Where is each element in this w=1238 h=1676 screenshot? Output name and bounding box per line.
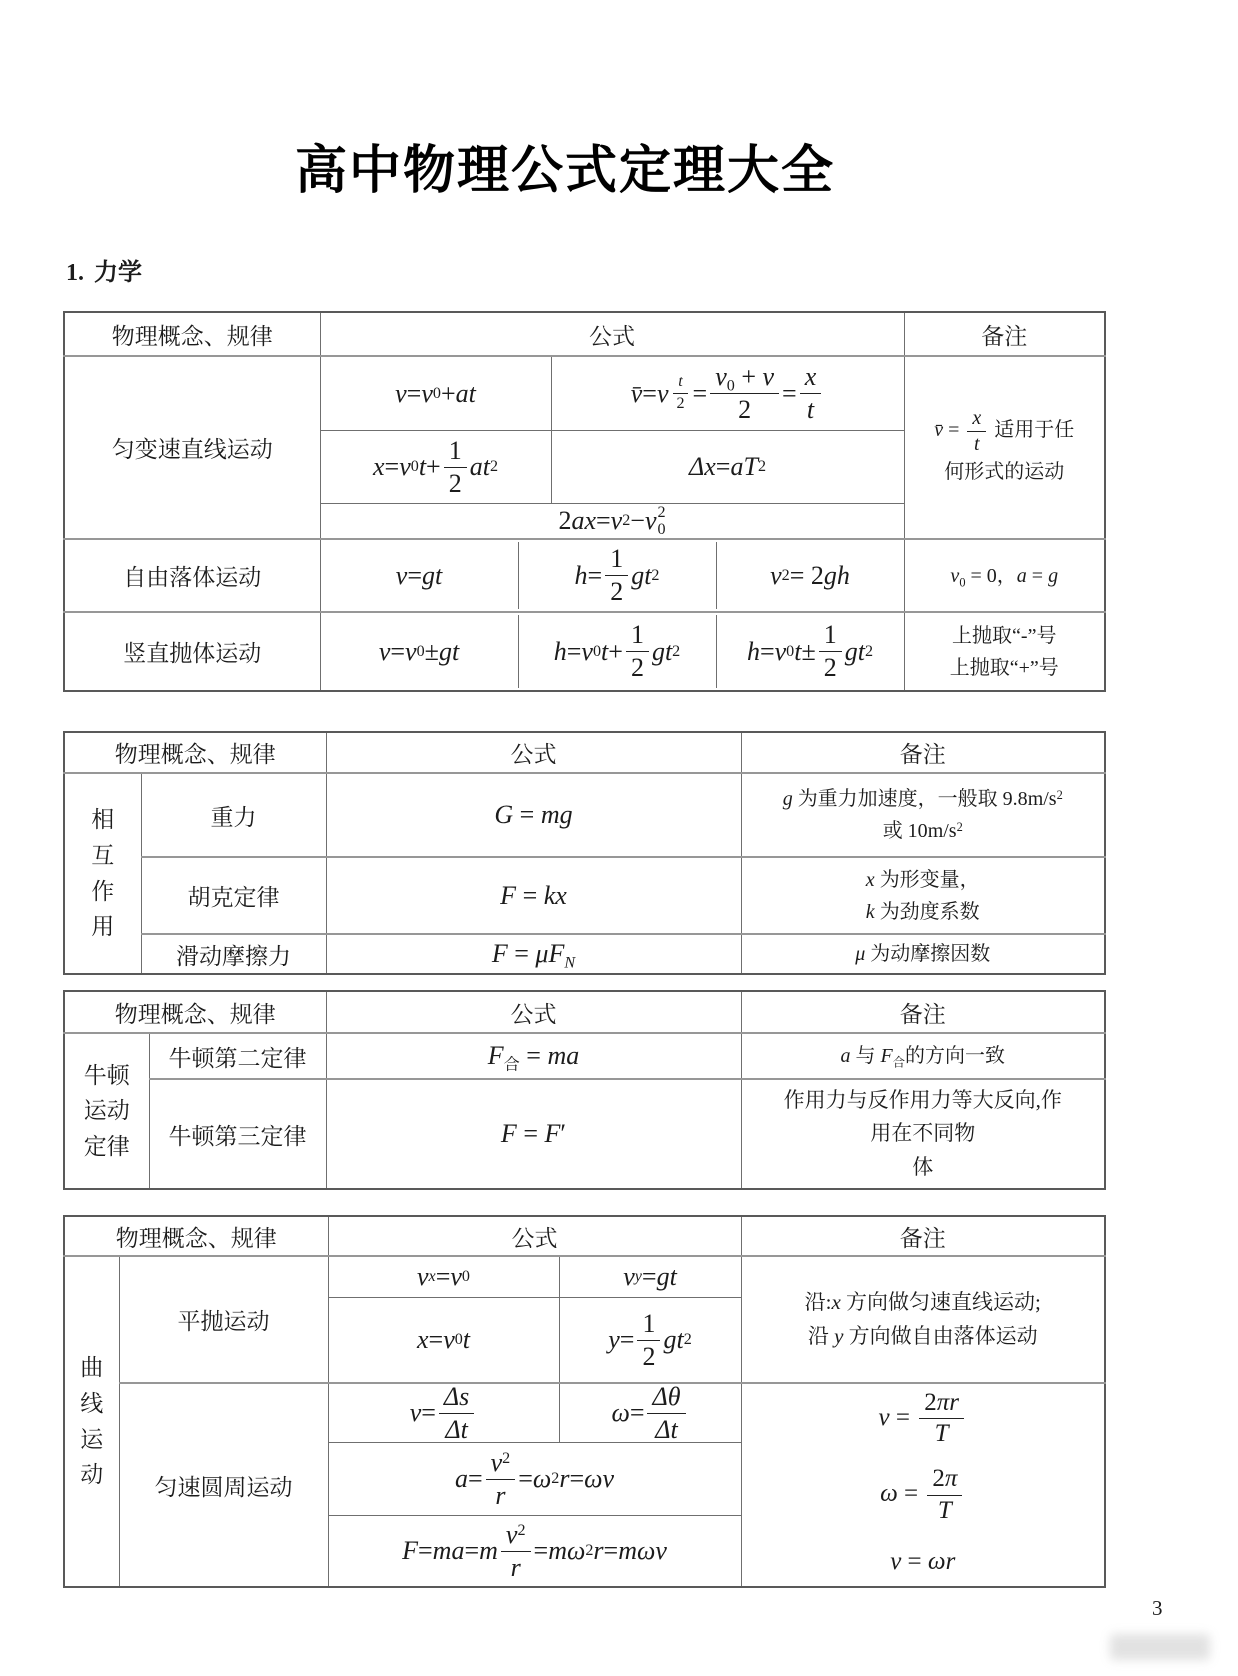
header-note: 备注 <box>741 732 1105 773</box>
formula-v-plus-minus: v = v 0 ± g t <box>378 636 460 666</box>
formula-h-half-gt2: h = 1 2 g t 2 <box>518 542 716 609</box>
note-vertical-throw: 上抛取“-”号 上抛取“+”号 <box>904 612 1105 691</box>
formula-v2-2gh: v 2 = 2 g h <box>716 542 904 609</box>
formula-linear-velocity: v = Δs Δt <box>329 1384 559 1442</box>
formula-sliding-friction: $F = \mu F_N$ <box>326 934 741 974</box>
note-average-velocity: v̄ = $\frac{x}{t}$ 适用于任 何形式的运动 <box>904 356 1105 539</box>
row-projectile-motion <box>64 1256 1105 1383</box>
formula-displacement: x = v 0 t + 1 2 a t 2 <box>372 435 499 498</box>
concept-hooke-law: 胡克定律 <box>141 857 326 934</box>
group-label-interaction: 相互作用 <box>64 773 141 974</box>
table-header-row <box>64 991 1105 1033</box>
section-title: 力学 <box>94 260 142 286</box>
group-label-curvilinear: 曲线运动 <box>64 1256 119 1587</box>
note-free-fall: $v_0 = 0$，a = g <box>904 539 1105 612</box>
note-sliding-friction: μ 为动摩擦因数 <box>741 934 1105 974</box>
formula-group-vertical-throw <box>320 612 904 691</box>
concept-uniform-acceleration: 匀变速直线运动 <box>64 356 320 539</box>
formula-newton-second-law: $F_合$ = ma <box>326 1033 741 1079</box>
concept-newton-second-law: 牛顿第二定律 <box>149 1033 326 1079</box>
formula-hooke-law: F = kx <box>326 857 741 934</box>
row-uniform-acceleration <box>64 356 1105 539</box>
page-number: 3 <box>1152 1596 1163 1620</box>
formula-group-circular <box>328 1383 741 1587</box>
note-projectile-motion: 沿:x 方向做匀速直线运动; 沿 y 方向做自由落体运动 <box>741 1256 1105 1383</box>
formula-vx: v x = v 0 <box>417 1262 470 1291</box>
header-note: 备注 <box>904 312 1105 356</box>
formula-group-projectile <box>328 1256 741 1383</box>
formula-2ax: 2 a x = v 2 − v 2 0 <box>558 503 666 538</box>
concept-gravity: 重力 <box>141 773 326 857</box>
header-formula: 公式 <box>320 312 904 356</box>
concept-free-fall: 自由落体运动 <box>64 539 320 612</box>
note-newton-third-law: 作用力与反作用力等大反向,作 用在不同物 体 <box>741 1079 1105 1189</box>
header-concept: 物理概念、规律 <box>64 991 326 1033</box>
header-concept: 物理概念、规律 <box>64 1216 328 1256</box>
row-vertical-throw <box>64 612 1105 691</box>
header-note: 备注 <box>741 1216 1105 1256</box>
formula-angular-velocity: ω = Δθ Δt <box>559 1384 741 1442</box>
header-formula: 公式 <box>326 991 741 1033</box>
formula-v-omega-r: v = ωr <box>890 1547 956 1575</box>
row-gravity <box>64 773 1105 857</box>
formula-x-horizontal: x = v 0 t <box>416 1325 471 1354</box>
formula-newton-third-law: F = F′ <box>326 1079 741 1189</box>
table-header-row <box>64 732 1105 773</box>
note-gravity: g 为重力加速度，一般取 $9.8m/s^2$ 或 $10m/s^2$ <box>741 773 1105 857</box>
concept-projectile-motion: 平抛运动 <box>119 1256 328 1383</box>
row-newton-third-law <box>64 1079 1105 1189</box>
header-concept: 物理概念、规律 <box>64 732 326 773</box>
table-interaction-forces <box>63 731 1106 975</box>
header-concept: 物理概念、规律 <box>64 312 320 356</box>
row-hooke-law <box>64 857 1105 934</box>
formula-velocity-time: v = v 0 + a t <box>395 378 476 408</box>
concept-newton-third-law: 牛顿第三定律 <box>149 1079 326 1189</box>
formula-gravity: G = mg <box>326 773 741 857</box>
concept-sliding-friction: 滑动摩擦力 <box>141 934 326 974</box>
formula-h-up: h = v 0 t + 1 2 g t 2 <box>518 615 716 688</box>
formula-v-gt: v = g t <box>395 560 443 590</box>
table-kinematics <box>63 311 1106 692</box>
formula-group-uniform-acceleration <box>320 356 904 539</box>
row-free-fall <box>64 539 1105 612</box>
row-uniform-circular-motion <box>64 1383 1105 1587</box>
formula-centripetal-force: F = m a = m $v^2$ r = m ω 2 r = m ω v <box>402 1519 667 1582</box>
concept-uniform-circular-motion: 匀速圆周运动 <box>119 1383 328 1587</box>
header-note: 备注 <box>741 991 1105 1033</box>
table-curvilinear-motion <box>63 1215 1106 1588</box>
table-header-row <box>64 312 1105 356</box>
header-formula: 公式 <box>328 1216 741 1256</box>
formula-centripetal-acceleration: a = $v^2$ r = ω 2 r = ω v <box>454 1447 615 1510</box>
page-title: 高中物理公式定理大全 <box>294 142 835 200</box>
formula-v-2pir-T: v = $\frac{2\pi r}{T}$ <box>879 1389 967 1450</box>
formula-group-free-fall <box>320 539 904 612</box>
section-number: 1. <box>66 260 84 286</box>
note-circular-motion <box>741 1383 1105 1587</box>
watermark-smudge <box>1110 1634 1210 1660</box>
group-label-newton-laws: 牛顿运动定律 <box>64 1033 149 1189</box>
row-newton-second-law <box>64 1033 1105 1079</box>
concept-vertical-throw: 竖直抛体运动 <box>64 612 320 691</box>
formula-delta-x: Δ x = a T 2 <box>551 431 904 503</box>
note-newton-second-law: a 与 $F_合$的方向一致 <box>741 1033 1105 1079</box>
table-newton-laws <box>63 990 1106 1190</box>
formula-y-vertical: y = 1 2 g t 2 <box>559 1298 741 1382</box>
formula-omega-2pi-T: ω = $\frac{2\pi}{T}$ <box>880 1465 965 1526</box>
table-header-row <box>64 1216 1105 1256</box>
formula-h-plus-minus: h = v 0 t ± 1 2 g t 2 <box>716 615 904 688</box>
header-formula: 公式 <box>326 732 741 773</box>
formula-average-velocity: v̄ = v $\frac{t}{2}$ = $v_0 + v$ 2 = x t <box>551 357 904 430</box>
note-hooke-law: x 为形变量， k 为劲度系数 <box>741 857 1105 934</box>
formula-vy: v y = g t <box>559 1257 741 1297</box>
section-heading <box>66 252 142 287</box>
row-sliding-friction <box>64 934 1105 974</box>
